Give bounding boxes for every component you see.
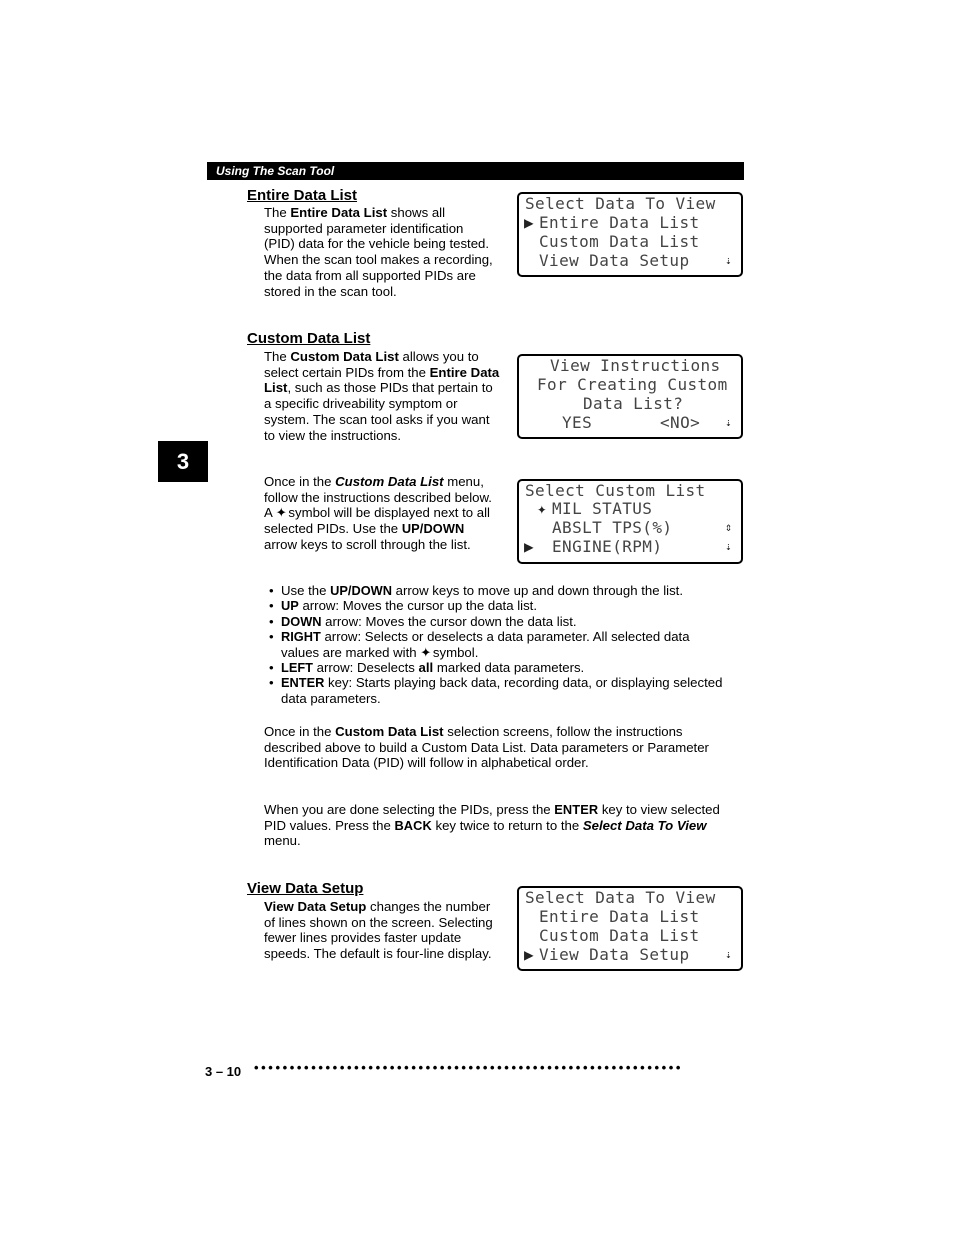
text-line: The Custom Data List allows you to — [264, 349, 479, 364]
scroll-down-icon: ⇣ — [725, 416, 733, 429]
scroll-down-icon: ⇣ — [725, 948, 733, 961]
lcd-screen-select-custom-list — [517, 479, 743, 564]
lcd-line: View Instructions — [550, 356, 721, 375]
bullet-dot: • — [269, 583, 274, 598]
heading-view-data-setup: View Data Setup — [247, 880, 364, 897]
bullet-item — [264, 675, 746, 706]
bullet-item — [264, 614, 746, 629]
key-name: ENTER — [281, 675, 325, 691]
text-line: Identification Data (PID) will follow in alphabetical order. — [264, 755, 589, 771]
text-line: (PID) data for the vehicle being tested. — [264, 236, 490, 252]
lcd-screen-select-data-setup — [517, 886, 743, 971]
bold-term: all — [418, 660, 434, 676]
heading-custom-data-list: Custom Data List — [247, 330, 371, 347]
lcd-line: Select Data To View — [525, 194, 716, 213]
cursor-arrow-icon: ▶ — [524, 537, 535, 556]
bullet-item — [264, 660, 746, 675]
bold-term: Entire Data — [429, 364, 500, 380]
para-entire-data-list — [264, 205, 514, 299]
lcd-line: Custom Data List — [539, 232, 700, 251]
text-line: ENTER key: Starts playing back data, recording data, or displaying selected — [281, 675, 723, 691]
text-line: the data from all supported PIDs are — [264, 267, 476, 283]
text-line: menu. — [264, 833, 301, 849]
bullet-dot: • — [269, 613, 274, 629]
key-name: UP — [281, 598, 299, 614]
bullet-item — [264, 583, 746, 598]
para-when-done — [264, 802, 746, 849]
scroll-down-icon: ⇣ — [725, 540, 733, 553]
bullet-dot: • — [269, 598, 274, 614]
text-line: PID values. Press the BACK key twice to return to the Select Data To View — [264, 817, 707, 833]
cursor-arrow-icon: ▶ — [524, 945, 535, 964]
text-line: UP arrow: Moves the cursor up the data list. — [281, 598, 537, 614]
text-line: When you are done selecting the PIDs, press the ENTER key to view selected — [264, 802, 720, 817]
para-view-data-setup — [264, 899, 514, 962]
text-line: DOWN arrow: Moves the cursor down the data list. — [281, 613, 577, 629]
menu-name: Custom Data List — [335, 474, 444, 489]
bold-term: Custom Data List — [290, 349, 399, 364]
text-line: fewer lines provides faster update — [264, 930, 462, 946]
text-line: follow the instructions described below. — [264, 489, 492, 505]
lcd-line: MIL STATUS — [552, 499, 653, 518]
text-line: described above to build a Custom Data List. Data parameters or Parameter — [264, 739, 709, 755]
section-title: Using The Scan Tool — [216, 164, 335, 178]
text-line: select certain PIDs from the Entire Data — [264, 364, 500, 380]
text-line: Use the UP/DOWN arrow keys to move up and down through the list. — [281, 583, 683, 598]
lcd-line: For Creating Custom — [537, 375, 728, 394]
text-line: values are marked with ✦ symbol. — [281, 644, 479, 660]
text-line: arrow keys to scroll through the list. — [264, 536, 471, 552]
bullet-dot: • — [269, 675, 274, 691]
section-header-bar — [207, 162, 744, 180]
para-once-selection — [264, 724, 746, 771]
bullet-dot: • — [269, 660, 274, 676]
heading-entire-data-list: Entire Data List — [247, 187, 358, 204]
key-name: UP/DOWN — [330, 583, 392, 598]
text-line: selected PIDs. Use the UP/DOWN — [264, 521, 465, 537]
key-name: ENTER — [554, 802, 599, 817]
lcd-line: Entire Data List — [539, 213, 700, 232]
pid-selected-icon: ✦ — [275, 505, 287, 521]
text-line: system. The scan tool asks if you want — [264, 411, 490, 427]
key-bullet-list — [264, 583, 746, 706]
page-number: 3 – 10 — [205, 1064, 242, 1079]
lcd-screen-view-instructions — [517, 354, 743, 439]
key-name: DOWN — [281, 613, 322, 629]
text-line: Once in the Custom Data List menu, — [264, 474, 484, 489]
cursor-arrow-icon: ▶ — [524, 213, 535, 232]
chapter-tab: 3 — [158, 441, 208, 482]
pid-selected-icon: ✦ — [537, 499, 548, 518]
menu-name: Select Data To View — [582, 817, 707, 833]
no-option: <NO> — [660, 413, 701, 432]
lcd-line: ENGINE(RPM) — [552, 537, 663, 556]
lcd-line: Data List? — [583, 394, 684, 413]
lcd-screen-select-data — [517, 192, 743, 277]
lcd-line: Custom Data List — [539, 926, 700, 945]
text-line: List, such as those PIDs that pertain to — [264, 380, 493, 396]
bullet-dot: • — [269, 629, 274, 645]
text-line: RIGHT arrow: Selects or deselects a data parameter. All selected data — [281, 629, 690, 645]
bold-term: Custom Data List — [335, 724, 444, 739]
key-name: RIGHT — [281, 629, 321, 645]
lcd-line: Select Custom List — [525, 481, 706, 500]
lcd-line: Select Data To View — [525, 888, 716, 907]
text-line: LEFT arrow: Deselects all marked data parameters. — [281, 660, 585, 676]
footer-dot-leader: •••••••••••••••••••••••••••••••••••••••••••••••••••••••••••• — [254, 1060, 684, 1075]
key-name: UP/DOWN — [401, 521, 465, 537]
text-line: The Entire Data List shows all — [264, 205, 446, 220]
key-name: LEFT — [281, 660, 313, 676]
pid-selected-icon: ✦ — [420, 644, 432, 660]
bold-term: List — [264, 380, 288, 396]
scroll-down-icon: ⇣ — [725, 254, 733, 267]
text-line: speeds. The default is four-line display. — [264, 946, 492, 962]
bullet-item — [264, 629, 746, 660]
text-line: of lines shown on the screen. Selecting — [264, 914, 493, 930]
text-line: a specific driveability symptom or — [264, 396, 458, 412]
scroll-updown-icon: ⇕ — [725, 520, 733, 534]
text-line: data parameters. — [281, 690, 381, 706]
bold-term: View Data Setup — [264, 899, 367, 914]
text-line: stored in the scan tool. — [264, 283, 397, 299]
text-line: Once in the Custom Data List selection screens, follow the instructions — [264, 724, 683, 739]
lcd-line: Entire Data List — [539, 907, 700, 926]
text-line: View Data Setup changes the number — [264, 899, 491, 914]
yes-option: YES — [562, 413, 593, 432]
text-line: A ✦ symbol will be displayed next to all — [264, 505, 490, 521]
text-line: supported parameter identification — [264, 220, 464, 236]
lcd-line: ABSLT TPS(%) — [552, 518, 673, 537]
text-line: to view the instructions. — [264, 427, 402, 443]
para-custom-data-list — [264, 349, 514, 443]
lcd-line: View Data Setup — [539, 945, 690, 964]
text-line: When the scan tool makes a recording, — [264, 252, 493, 268]
bullet-item — [264, 598, 746, 613]
bold-term: Entire Data List — [290, 205, 388, 220]
lcd-line: View Data Setup — [539, 251, 690, 270]
key-name: BACK — [394, 817, 432, 833]
para-custom-menu — [264, 474, 514, 553]
